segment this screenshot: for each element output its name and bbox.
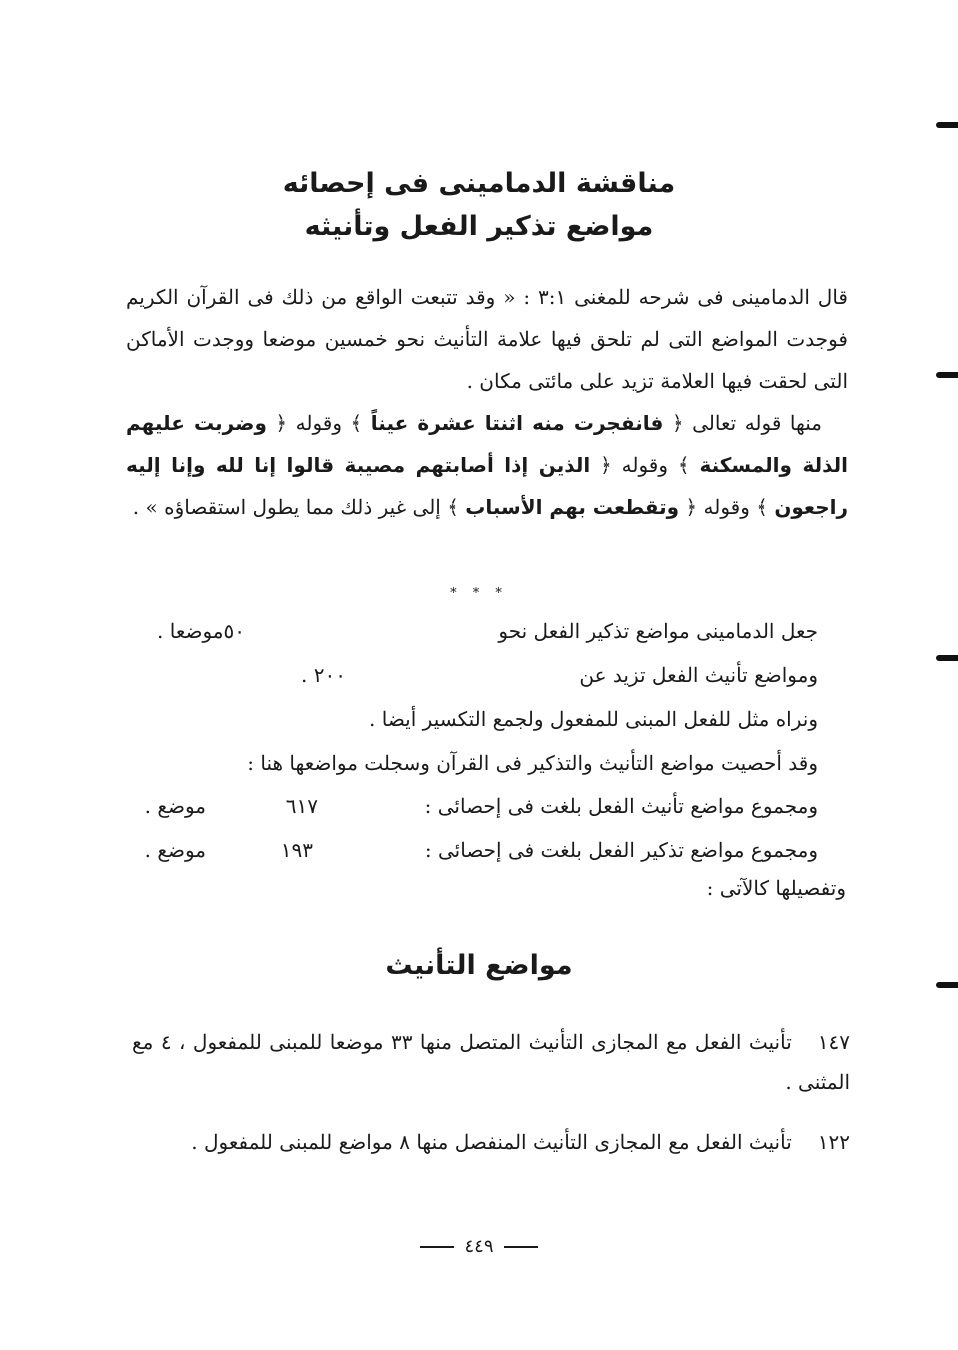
section-separator: * * * bbox=[450, 586, 508, 601]
paragraph-text: ﴾ إلى غير ذلك مما يطول استقصاؤه » . bbox=[132, 495, 466, 519]
paragraph-text: ﴾ وقوله ﴿ bbox=[679, 495, 775, 519]
summary-row-6-count: ١٩٣ bbox=[280, 838, 313, 862]
summary-row-2-value: ٢٠٠ . bbox=[301, 663, 346, 687]
paragraph-text: ﴾ وقوله ﴿ bbox=[590, 453, 700, 477]
summary-row-3: ونراه مثل للفعل المبنى للمفعول ولجمع التكسير أيضا . bbox=[369, 707, 818, 731]
summary-row-5-unit: موضع . bbox=[144, 794, 206, 818]
quran-quote: الذين إذا أصابتهم مصيبة قالوا إنا لله وإنا إليه راجعون bbox=[126, 453, 848, 519]
entry-text: تأنيث الفعل مع المجازى التأنيث المتصل منها ٣٣ موضعا للمبنى للمفعول ، ٤ مع المثنى . bbox=[132, 1030, 850, 1094]
summary-row-2-text: ومواضع تأنيث الفعل تزيد عن bbox=[579, 663, 818, 687]
summary-row-5-text: ومجموع مواضع تأنيث الفعل بلغت فى إحصائى : bbox=[424, 794, 818, 818]
page-footer bbox=[0, 1232, 958, 1262]
quran-quote: فانفجرت منه اثنتا عشرة عيناً bbox=[370, 411, 664, 435]
list-item bbox=[132, 1122, 850, 1162]
summary-row-5-count: ٦١٧ bbox=[285, 794, 318, 818]
summary-row-6-text: ومجموع مواضع تذكير الفعل بلغت فى إحصائى : bbox=[424, 838, 818, 862]
entry-number: ١٤٧ bbox=[817, 1030, 851, 1054]
footer-dash bbox=[504, 1246, 538, 1248]
list-item bbox=[132, 1022, 850, 1102]
entry-text: تأنيث الفعل مع المجازى التأنيث المنفصل منها ٨ مواضع للمبنى للمفعول . bbox=[191, 1130, 792, 1154]
edge-mark bbox=[936, 655, 958, 661]
heading-line-1: مناقشة الدمامينى فى إحصائه bbox=[282, 168, 676, 199]
section-title: مواضع التأنيث bbox=[385, 950, 573, 981]
page-number: ٤٤٩ bbox=[464, 1236, 494, 1257]
paragraph-text: منها قوله تعالى ﴿ bbox=[663, 411, 822, 435]
quran-quote: وتقطعت بهم الأسباب bbox=[465, 495, 680, 519]
summary-row-1-value: ٥٠موضعا . bbox=[157, 619, 245, 643]
summary-row-6-unit: موضع . bbox=[144, 838, 206, 862]
paragraph-text: ﴾ وقوله ﴿ bbox=[266, 411, 371, 435]
paragraph-2 bbox=[126, 402, 848, 528]
paragraph-1: قال الدمامينى فى شرحه للمغنى ٣:١ : « وقد تتبعت الواقع من ذلك فى القرآن الكريم فوجدت المواضع التى لم تلحق فيها علامة التأنيث نحو خمسين موضعا ووجدت الأماكن التى لحقت فيها العلامة تزيد على مائتى مكان . bbox=[126, 285, 848, 393]
edge-mark bbox=[936, 122, 958, 128]
entry-number: ١٢٢ bbox=[817, 1130, 850, 1154]
summary-row-7: وتفصيلها كالآتى : bbox=[706, 876, 846, 900]
footer-dash bbox=[420, 1246, 454, 1248]
edge-mark bbox=[936, 372, 958, 378]
summary-row-4: وقد أحصيت مواضع التأنيث والتذكير فى القرآن وسجلت مواضعها هنا : bbox=[247, 751, 818, 775]
heading-line-2: مواضع تذكير الفعل وتأنيثه bbox=[304, 211, 654, 242]
quran-quote: وضربت عليهم الذلة والمسكنة bbox=[126, 411, 848, 477]
summary-row-1-text: جعل الدمامينى مواضع تذكير الفعل نحو bbox=[498, 619, 818, 643]
